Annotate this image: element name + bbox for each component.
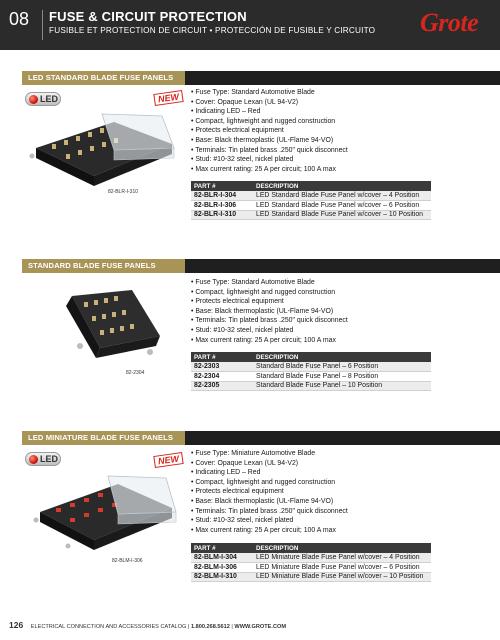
part-description: Standard Blade Fuse Panel – 8 Position	[253, 372, 431, 382]
page-header	[0, 0, 500, 50]
part-description: LED Miniature Blade Fuse Panel w/cover – 4 Position	[253, 553, 431, 563]
part-table	[191, 352, 431, 391]
new-badge: NEW	[153, 90, 183, 106]
part-number: 82-BLM-I-304	[191, 553, 253, 563]
part-description: LED Standard Blade Fuse Panel w/cover – 6 Position	[253, 201, 431, 211]
feature-item: • Compact, lightweight and rugged construction	[191, 478, 348, 488]
feature-item: • Stud: #10-32 steel, nickel plated	[191, 516, 348, 526]
footer-separator: |	[231, 624, 235, 630]
image-caption: 82-2304	[126, 370, 145, 376]
part-description: LED Standard Blade Fuse Panel w/cover – 10 Position	[253, 210, 431, 220]
page-subtitle: FUSIBLE ET PROTECTION DE CIRCUIT • PROTECCIÓN DE FUSIBLE Y CIRCUITO	[49, 26, 376, 35]
section-band-led-standard	[0, 71, 500, 85]
feature-item: • Base: Black thermoplastic (UL-Flame 94-VO)	[191, 136, 348, 146]
table-row	[191, 372, 431, 382]
section-band-standard	[0, 259, 500, 273]
part-number: 82-BLR-I-304	[191, 191, 253, 201]
feature-item: • Stud: #10-32 steel, nickel plated	[191, 326, 348, 336]
feature-item: • Protects electrical equipment	[191, 297, 348, 307]
part-number: 82-BLM-I-310	[191, 572, 253, 582]
product-image-led-standard	[22, 86, 185, 204]
feature-item: • Terminals: Tin plated brass .250" quick disconnect	[191, 316, 348, 326]
table-row	[191, 563, 431, 573]
fuse-panel-with-cover-image	[22, 446, 185, 574]
feature-list	[191, 88, 348, 174]
feature-item: • Terminals: Tin plated brass .250" quick disconnect	[191, 507, 348, 517]
table-row	[191, 201, 431, 211]
section-heading: LED MINIATURE BLADE FUSE PANELS	[28, 433, 173, 442]
part-number: 82-2304	[191, 372, 253, 382]
section-heading: STANDARD BLADE FUSE PANELS	[28, 261, 156, 270]
led-badge: LED	[25, 92, 61, 106]
column-header-description: DESCRIPTION	[253, 352, 431, 362]
feature-item: • Protects electrical equipment	[191, 126, 348, 136]
footer-separator: |	[187, 624, 191, 630]
table-row	[191, 381, 431, 391]
section-number: 08	[9, 9, 30, 29]
feature-item: • Fuse Type: Standard Automotive Blade	[191, 278, 348, 288]
feature-item: • Indicating LED – Red	[191, 107, 348, 117]
part-description: Standard Blade Fuse Panel – 6 Position	[253, 362, 431, 372]
feature-item: • Cover: Opaque Lexan (UL 94-V2)	[191, 98, 348, 108]
part-number: 82-2305	[191, 381, 253, 391]
column-header-part: PART #	[191, 543, 253, 553]
part-number: 82-BLR-I-310	[191, 210, 253, 220]
page-footer	[9, 620, 286, 630]
table-row	[191, 572, 431, 582]
table-row	[191, 553, 431, 563]
feature-item: • Compact, lightweight and rugged construction	[191, 117, 348, 127]
grote-logo	[420, 6, 488, 42]
feature-item: • Base: Black thermoplastic (UL-Flame 94-VO)	[191, 307, 348, 317]
part-table	[191, 181, 431, 220]
feature-item: • Compact, lightweight and rugged construction	[191, 288, 348, 298]
part-description: LED Standard Blade Fuse Panel w/cover – 4 Position	[253, 191, 431, 201]
image-caption: 82-BLM-I-306	[112, 558, 143, 564]
table-row	[191, 362, 431, 372]
website-link[interactable]: WWW.GROTE.COM	[234, 624, 286, 630]
feature-item: • Max current rating: 25 A per circuit; 100 A max	[191, 526, 348, 536]
feature-item: • Fuse Type: Standard Automotive Blade	[191, 88, 348, 98]
feature-list	[191, 449, 348, 535]
fuse-panel-with-cover-image	[22, 86, 185, 204]
feature-item: • Terminals: Tin plated brass .250" quick disconnect	[191, 146, 348, 156]
header-divider	[42, 10, 43, 40]
feature-item: • Stud: #10-32 steel, nickel plated	[191, 155, 348, 165]
image-caption: 82-BLR-I-310	[108, 189, 139, 195]
part-description: LED Miniature Blade Fuse Panel w/cover – 10 Position	[253, 572, 431, 582]
section-heading: LED STANDARD BLADE FUSE PANELS	[28, 73, 174, 82]
fuse-panel-image	[22, 276, 185, 386]
part-number: 82-2303	[191, 362, 253, 372]
led-badge: LED	[25, 452, 61, 466]
feature-item: • Base: Black thermoplastic (UL-Flame 94-VO)	[191, 497, 348, 507]
product-image-standard	[22, 276, 185, 386]
part-description: LED Miniature Blade Fuse Panel w/cover – 6 Position	[253, 563, 431, 573]
column-header-description: DESCRIPTION	[253, 543, 431, 553]
section-band-led-miniature	[0, 431, 500, 445]
table-row	[191, 210, 431, 220]
feature-item: • Max current rating: 25 A per circuit; 100 A max	[191, 336, 348, 346]
product-image-led-miniature	[22, 446, 185, 574]
column-header-part: PART #	[191, 181, 253, 191]
logo-text: Grote	[420, 8, 479, 37]
catalog-name: ELECTRICAL CONNECTION AND ACCESSORIES CATALOG	[30, 624, 187, 630]
feature-list	[191, 278, 348, 345]
table-row	[191, 191, 431, 201]
page-number: 126	[9, 620, 24, 630]
new-badge: NEW	[153, 452, 183, 468]
part-description: Standard Blade Fuse Panel – 10 Position	[253, 381, 431, 391]
feature-item: • Protects electrical equipment	[191, 487, 348, 497]
feature-item: • Fuse Type: Miniature Automotive Blade	[191, 449, 348, 459]
part-number: 82-BLM-I-306	[191, 563, 253, 573]
part-number: 82-BLR-I-306	[191, 201, 253, 211]
phone-number: 1.800.268.5612	[190, 624, 230, 630]
part-table	[191, 543, 431, 582]
feature-item: • Max current rating: 25 A per circuit; 100 A max	[191, 165, 348, 175]
feature-item: • Indicating LED – Red	[191, 468, 348, 478]
page-title: FUSE & CIRCUIT PROTECTION	[49, 9, 247, 24]
column-header-part: PART #	[191, 352, 253, 362]
column-header-description: DESCRIPTION	[253, 181, 431, 191]
feature-item: • Cover: Opaque Lexan (UL 94-V2)	[191, 459, 348, 469]
